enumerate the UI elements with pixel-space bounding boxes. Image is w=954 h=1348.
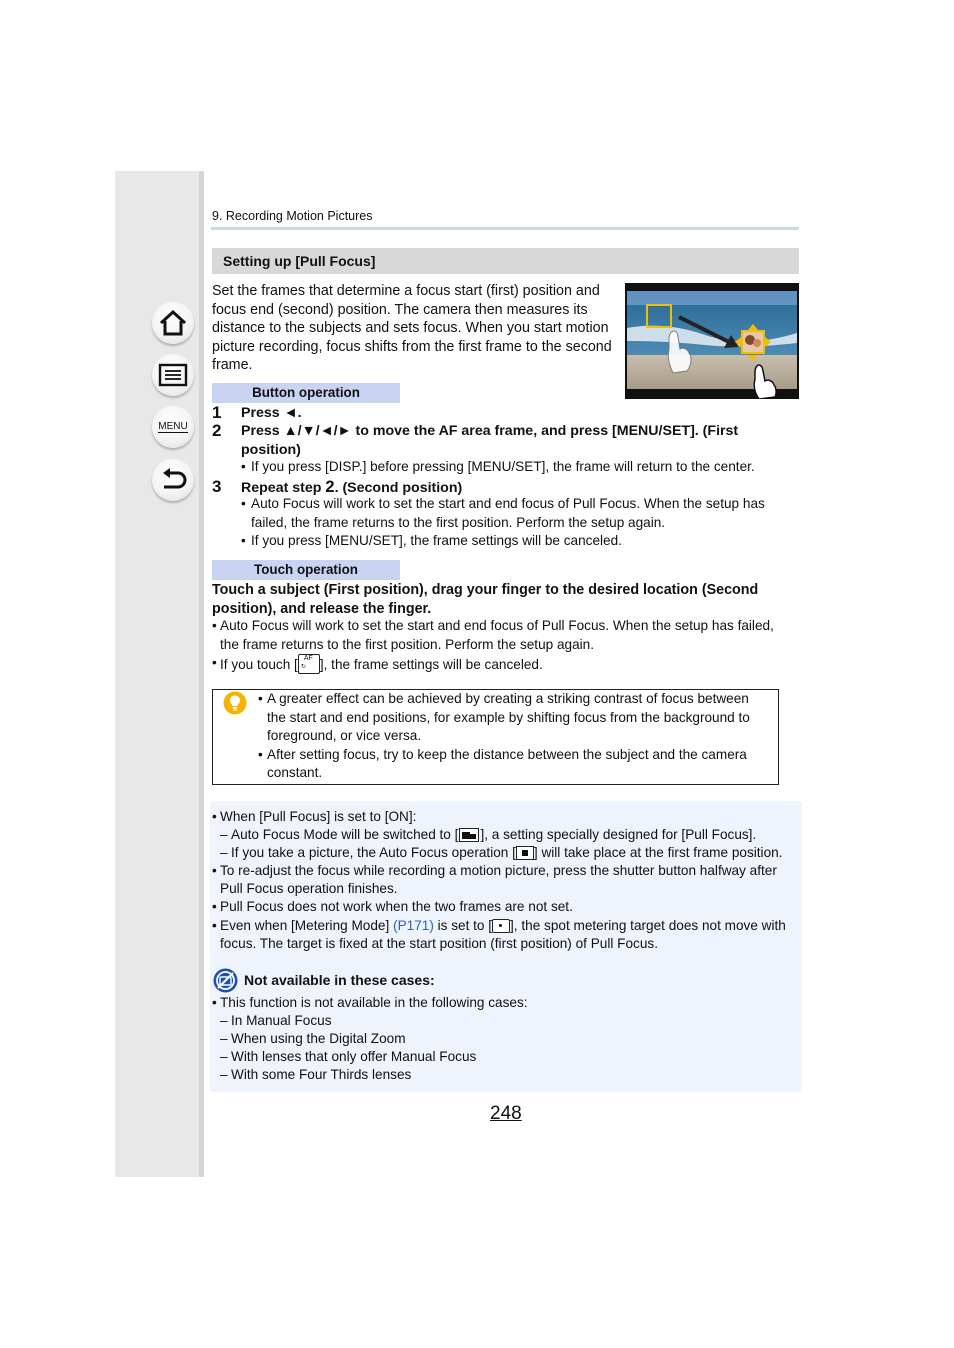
menu-button[interactable] (152, 406, 194, 448)
case-item: – With some Four Thirds lenses (220, 1066, 798, 1084)
touch-af-icon: AF ↻ (298, 654, 320, 674)
list-icon (158, 363, 188, 387)
note-item: • This function is not available in the following cases: (212, 994, 798, 1012)
note-item: • To re-adjust the focus while recording a motion picture, press the shutter button halfway after Pull Focus operation finishes. (212, 862, 798, 898)
step-number: 1 (212, 403, 222, 422)
note-item: • Even when [Metering Mode] (P171) is set to [ ], the spot metering target does not move with focus. The target is fixed at the start position (first position) of Pull Focus. (212, 917, 798, 953)
step-number: 2 (212, 421, 222, 440)
case-item: – In Manual Focus (220, 1012, 798, 1030)
step-text: Press ◄. (241, 405, 302, 421)
note-item: • Auto Focus will work to set the start and end focus of Pull Focus. When the setup has failed, the frame returns to the first position. Perform the setup again. (212, 617, 792, 654)
step-text: Repeat step 2. (Second position) (241, 478, 463, 496)
button-operation-label: Button operation (212, 383, 400, 403)
not-available-icon (213, 968, 238, 993)
step-note (241, 458, 791, 477)
home-icon (158, 309, 188, 337)
step-number: 3 (212, 477, 222, 496)
note-subitem: – If you take a picture, the Auto Focus operation [ ] will take place at the first frame position. (220, 844, 798, 862)
touch-notes (212, 617, 792, 675)
chapter-title: 9. Recording Motion Pictures (212, 209, 373, 223)
menu-label: MENU (158, 421, 188, 432)
notes-list (212, 808, 798, 953)
note-item: • Auto Focus will work to set the start and end focus of Pull Focus. When the setup has failed, the frame returns to the first position. Perform the setup again. (241, 495, 791, 532)
sidebar-edge (199, 171, 204, 1177)
not-available-list (212, 994, 798, 1084)
contents-button[interactable] (152, 354, 194, 396)
tip-item: • After setting focus, try to keep the distance between the subject and the camera constant. (258, 746, 768, 783)
pull-focus-illustration (625, 283, 799, 399)
tip-list (258, 690, 768, 783)
note-item: • If you touch [ AF ↻ ], the frame settings will be canceled. (212, 654, 792, 675)
home-button[interactable] (152, 302, 194, 344)
touch-heading: Touch a subject (First position), drag your finger to the desired location (Second position), and release the finger. (212, 582, 759, 617)
not-available-title: Not available in these cases: (244, 972, 435, 988)
metering-mode-link[interactable]: (P171) (393, 917, 434, 933)
tip-box (212, 689, 779, 785)
intro-text: Set the frames that determine a focus start (first) position and focus end (second) position. The camera then measures its distance to the subjects and sets focus. When you start motion picture recording, focus shifts from the first frame to the second frame. (212, 283, 612, 373)
tip-item: • A greater effect can be achieved by creating a striking contrast of focus between the start and end positions, for example by shifting focus from the background to foreground, or vice versa. (258, 690, 768, 746)
return-arrow-icon (158, 467, 188, 493)
pull-focus-af-icon (459, 828, 479, 842)
section-title: Setting up [Pull Focus] (212, 248, 799, 274)
note-subitem: – Auto Focus Mode will be switched to [ ], a setting specially designed for [Pull Focus]. (220, 826, 798, 844)
spot-metering-icon (492, 919, 510, 933)
back-button[interactable] (152, 459, 194, 501)
note-item: • Pull Focus does not work when the two frames are not set. (212, 898, 798, 916)
single-area-af-icon (516, 846, 534, 860)
touch-operation-label: Touch operation (212, 560, 400, 580)
note-item: • When [Pull Focus] is set to [ON]: (212, 808, 798, 826)
step-text: Press ▲/▼/◄/► to move the AF area frame, and press [MENU/SET]. (First position) (241, 423, 739, 458)
case-item: – When using the Digital Zoom (220, 1030, 798, 1048)
note-item: • If you press [MENU/SET], the frame settings will be canceled. (241, 532, 791, 551)
step-note (241, 495, 791, 551)
header-rule (211, 227, 799, 230)
case-item: – With lenses that only offer Manual Focus (220, 1048, 798, 1066)
note-item: • If you press [DISP.] before pressing [MENU/SET], the frame will return to the center. (241, 458, 791, 477)
lightbulb-icon (223, 691, 247, 715)
page-number: 248 (490, 1103, 522, 1124)
